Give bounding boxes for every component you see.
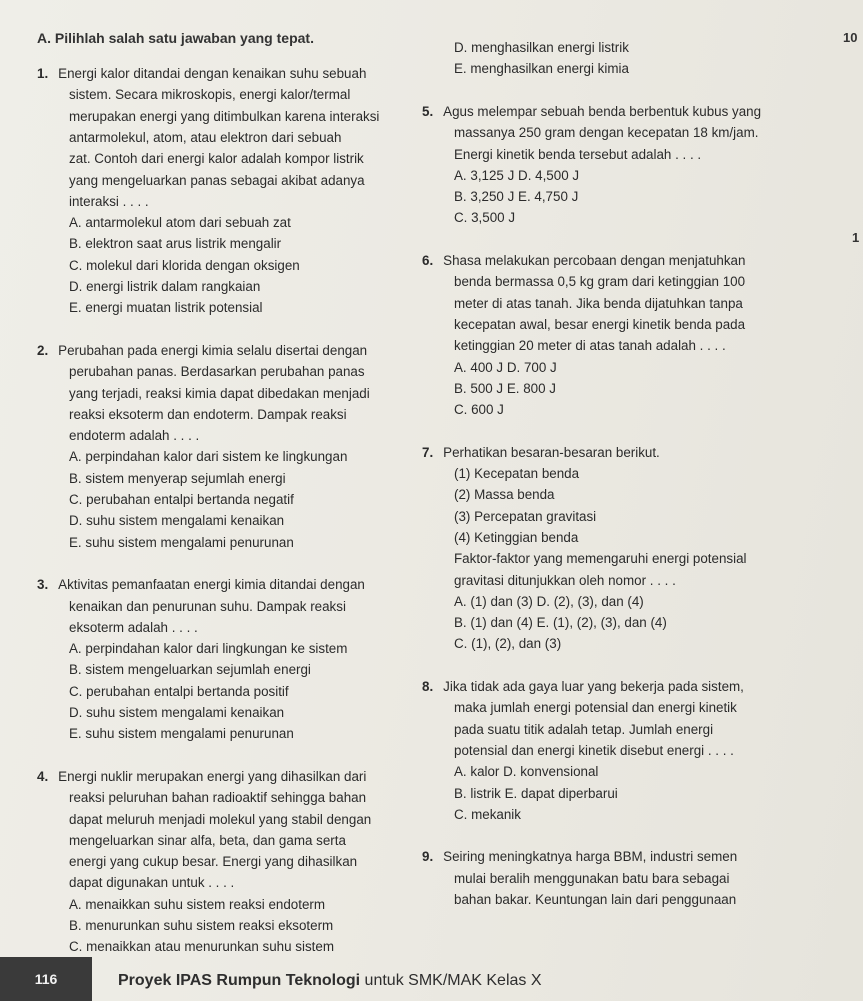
question-start-line (422, 253, 745, 269)
text-line: dapat digunakan untuk . . . . (69, 875, 235, 891)
text-line: yang terjadi, reaksi kimia dapat dibedakan menjadi (69, 385, 370, 401)
text-line: antarmolekul, atom, atau elektron dari sebuah (69, 129, 342, 145)
question-start-line (37, 343, 367, 359)
text-line: ketinggian 20 meter di atas tanah adalah . . . . (454, 338, 726, 354)
text-line: pada suatu titik adalah tetap. Jumlah energi (454, 721, 714, 737)
text-line: D. energi listrik dalam rangkaian (69, 279, 261, 294)
text-line: bahan bakar. Keuntungan lain dari penggunaan (454, 892, 737, 907)
text-line: perubahan panas. Berdasarkan perubahan panas (69, 364, 365, 380)
text-line: maka jumlah energi potensial dan energi kinetik (454, 700, 737, 716)
text-line: B. 3,250 J E. 4,750 J (454, 189, 579, 205)
question-start-line (422, 445, 660, 461)
text-line: A. (1) dan (3) D. (2), (3), dan (4) (454, 593, 644, 609)
text-line: B. sistem mengeluarkan sejumlah energi (69, 662, 311, 678)
line-text: Perhatikan besaran-besaran berikut. (443, 444, 660, 460)
text-line: kecepatan awal, besar energi kinetik benda pada (454, 316, 746, 332)
text-line: E. suhu sistem mengalami penurunan (69, 534, 294, 550)
text-line: B. (1) dan (4) E. (1), (2), (3), dan (4) (454, 615, 667, 631)
text-line: mulai beralih menggunakan batu bara sebagai (454, 870, 730, 886)
text-line: reaksi peluruhan bahan radioaktif sehingga bahan (69, 790, 367, 806)
text-line: A. menaikkan suhu sistem reaksi endoterm (69, 896, 326, 912)
text-line: potensial dan energi kinetik disebut energi . . . . (454, 742, 734, 758)
text-line: Energi kinetik benda tersebut adalah . . . . (454, 146, 702, 162)
text-line: A. perpindahan kalor dari lingkungan ke sistem (69, 641, 348, 657)
question-number: 4. (37, 768, 49, 784)
text-line: B. elektron saat arus listrik mengalir (69, 236, 282, 252)
line-text: Energi kalor ditandai dengan kenaikan suhu sebuah (58, 66, 367, 81)
text-line: C. perubahan entalpi bertanda positif (69, 683, 289, 699)
text-line: C. 600 J (454, 402, 504, 418)
question-number: 3. (37, 577, 49, 593)
question-number: 7. (422, 444, 434, 460)
text-line: dapat meluruh menjadi molekul yang stabil dengan (69, 811, 372, 827)
text-line: B. listrik E. dapat diperbarui (454, 785, 618, 801)
page-corner-number: 10 (843, 30, 858, 45)
question-number: 5. (422, 103, 434, 119)
text-line: interaksi . . . . (69, 193, 149, 209)
line-text: Jika tidak ada gaya luar yang bekerja pada sistem, (443, 679, 744, 694)
text-line: C. 3,500 J (454, 210, 516, 226)
text-line: zat. Contoh dari energi kalor adalah kompor listrik (69, 151, 364, 167)
text-line: E. suhu sistem mengalami penurunan (69, 726, 294, 742)
text-line: eksoterm adalah . . . . (69, 619, 198, 635)
text-line: B. menurunkan suhu sistem reaksi eksoterm (69, 918, 334, 933)
text-line: (3) Percepatan gravitasi (454, 508, 597, 524)
footer-title: Proyek IPAS Rumpun Teknologi untuk SMK/MAK Kelas X (118, 972, 542, 989)
text-line: yang mengeluarkan panas sebagai akibat adanya (69, 172, 365, 188)
text-line: D. suhu sistem mengalami kenaikan (69, 705, 285, 720)
text-line: benda bermassa 0,5 kg gram dari ketinggian 100 (454, 274, 746, 290)
page-corner-number: 1 (852, 230, 860, 245)
question-number: 8. (422, 679, 434, 694)
text-line: D. suhu sistem mengalami kenaikan (69, 513, 285, 529)
text-line: B. 500 J E. 800 J (454, 380, 556, 396)
page-number-badge: 116 (0, 957, 92, 1001)
text-line: C. mekanik (454, 806, 521, 822)
question-start-line (422, 849, 737, 865)
text-line: (4) Ketinggian benda (454, 529, 579, 545)
text-line: C. molekul dari klorida dengan oksigen (69, 257, 300, 273)
text-line: A. kalor D. konvensional (454, 764, 599, 780)
section-heading: A. Pilihlah salah satu jawaban yang tepat. (37, 30, 314, 46)
question-number: 1. (37, 66, 49, 81)
line-text: Aktivitas pemanfaatan energi kimia ditandai dengan (58, 577, 365, 593)
text-line: C. menaikkan atau menurunkan suhu sistem (69, 939, 334, 955)
text-line: massanya 250 gram dengan kecepatan 18 km/jam. (454, 125, 759, 141)
text-line: meter di atas tanah. Jika benda dijatuhkan tanpa (454, 295, 743, 311)
line-text: Agus melempar sebuah benda berbentuk kubus yang (443, 103, 762, 119)
text-line: (2) Massa benda (454, 487, 555, 503)
text-line: merupakan energi yang ditimbulkan karena interaksi (69, 108, 380, 124)
text-line: E. energi muatan listrik potensial (69, 300, 263, 316)
question-number: 6. (422, 253, 434, 268)
text-line: sistem. Secara mikroskopis, energi kalor/termal (69, 87, 351, 103)
text-line: mengeluarkan sinar alfa, beta, dan gama serta (69, 832, 346, 848)
text-line: A. perpindahan kalor dari sistem ke lingkungan (69, 449, 348, 465)
text-line: C. perubahan entalpi bertanda negatif (69, 492, 294, 507)
question-start-line (37, 577, 365, 593)
text-line: A. 400 J D. 700 J (454, 359, 557, 375)
text-line: gravitasi ditunjukkan oleh nomor . . . . (454, 572, 676, 588)
text-line: endoterm adalah . . . . (69, 428, 200, 444)
text-line: A. 3,125 J D. 4,500 J (454, 167, 580, 183)
text-line: A. antarmolekul atom dari sebuah zat (69, 215, 291, 231)
line-text: Energi nuklir merupakan energi yang dihasilkan dari (58, 768, 367, 784)
line-text: Shasa melakukan percobaan dengan menjatuhkan (443, 253, 746, 268)
text-line: B. sistem menyerap sejumlah energi (69, 470, 286, 486)
question-start-line (422, 679, 744, 695)
text-line: energi yang cukup besar. Energi yang dihasilkan (69, 854, 358, 870)
text-line: Faktor-faktor yang memengaruhi energi potensial (454, 551, 747, 567)
line-text: Seiring meningkatnya harga BBM, industri semen (443, 849, 738, 865)
question-start-line (422, 104, 761, 120)
text-line: kenaikan dan penurunan suhu. Dampak reaksi (69, 598, 346, 614)
text-line: (1) Kecepatan benda (454, 466, 580, 481)
text-line: C. (1), (2), dan (3) (454, 636, 562, 652)
question-start-line (37, 769, 366, 785)
question-number: 2. (37, 342, 49, 358)
line-text: Perubahan pada energi kimia selalu disertai dengan (58, 342, 368, 358)
text-line: D. menghasilkan energi listrik (454, 40, 629, 55)
question-number: 9. (422, 849, 434, 865)
text-line: E. menghasilkan energi kimia (454, 61, 629, 77)
text-line: reaksi eksoterm dan endoterm. Dampak reaksi (69, 406, 347, 422)
question-start-line (37, 66, 366, 82)
